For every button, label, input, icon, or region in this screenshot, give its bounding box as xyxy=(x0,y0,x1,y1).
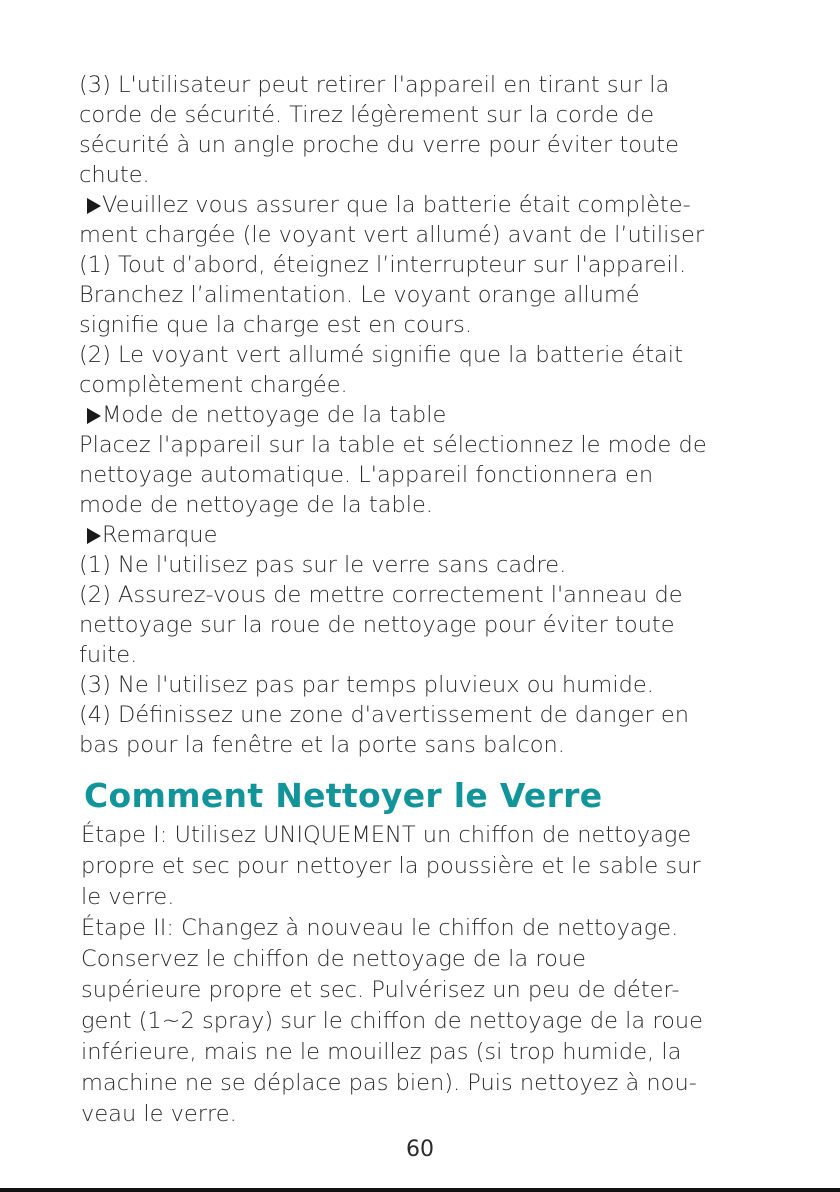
play-arrow-icon xyxy=(87,408,101,424)
text-line: chute. xyxy=(79,162,150,188)
bullet-text: Veuillez vous assurer que la batterie était complète- xyxy=(102,192,691,218)
text-line: Conservez le chiffon de nettoyage de la roue xyxy=(81,946,586,972)
text-line: le verre. xyxy=(81,884,175,910)
text-line: bas pour la fenêtre et la porte sans balcon. xyxy=(79,732,565,758)
bullet-line-remark xyxy=(79,520,769,550)
text-line: gent (1~2 spray) sur le chiffon de nettoyage de la roue xyxy=(81,1008,703,1034)
section-heading: Comment Nettoyer le Verre xyxy=(84,776,603,815)
text-line: machine ne se déplace pas bien). Puis nettoyez à nou- xyxy=(81,1070,697,1096)
play-arrow-icon xyxy=(87,198,101,214)
text-line: nettoyage automatique. L'appareil fonctionnera en xyxy=(79,462,654,488)
text-line: Branchez l’alimentation. Le voyant orange allumé xyxy=(79,282,640,308)
bullet-line-battery xyxy=(79,190,769,220)
section-cleaning-steps xyxy=(81,820,769,1130)
page-number: 60 xyxy=(406,1137,434,1162)
text-line: (2) Assurez-vous de mettre correctement l'anneau de xyxy=(79,582,683,608)
bullet-line-table-mode xyxy=(79,400,769,430)
text-line: sécurité à un angle proche du verre pour éviter toute xyxy=(79,132,679,158)
text-line: Étape II: Changez à nouveau le chiffon de nettoyage. xyxy=(81,915,679,941)
text-line: complètement chargée. xyxy=(79,372,348,398)
text-line: Étape I: Utilisez UNIQUEMENT un chiffon de nettoyage xyxy=(81,822,692,848)
text-line: (1) Ne l'utilisez pas sur le verre sans cadre. xyxy=(79,552,567,578)
text-line: fuite. xyxy=(79,642,138,668)
text-line: Placez l'appareil sur la table et sélectionnez le mode de xyxy=(79,432,707,458)
footer-divider xyxy=(0,1188,840,1192)
text-line: inférieure, mais ne le mouillez pas (si trop humide, la xyxy=(81,1039,682,1065)
text-line: nettoyage sur la roue de nettoyage pour éviter toute xyxy=(79,612,675,638)
text-line: signifie que la charge est en cours. xyxy=(79,312,472,338)
text-line: ment chargée (le voyant vert allumé) avant de l’utiliser xyxy=(79,222,705,248)
text-line: (3) Ne l'utilisez pas par temps pluvieux ou humide. xyxy=(79,672,654,698)
section-instructions xyxy=(79,70,769,760)
text-line: (1) Tout d’abord, éteignez l’interrupteur sur l'appareil. xyxy=(79,252,687,278)
text-line: (4) Définissez une zone d'avertissement de danger en xyxy=(79,702,689,728)
bullet-text: Remarque xyxy=(102,522,218,548)
play-arrow-icon xyxy=(87,528,101,544)
text-line: supérieure propre et sec. Pulvérisez un peu de déter- xyxy=(81,977,680,1003)
text-line: mode de nettoyage de la table. xyxy=(79,492,433,518)
text-line: veau le verre. xyxy=(81,1101,237,1127)
text-line: corde de sécurité. Tirez légèrement sur la corde de xyxy=(79,102,655,128)
text-line: propre et sec pour nettoyer la poussière et le sable sur xyxy=(81,853,701,879)
page-content xyxy=(79,70,769,1130)
bullet-text: Mode de nettoyage de la table xyxy=(102,402,447,428)
text-line: (2) Le voyant vert allumé signifie que la batterie était xyxy=(79,342,683,368)
text-line: (3) L'utilisateur peut retirer l'appareil en tirant sur la xyxy=(79,72,670,98)
